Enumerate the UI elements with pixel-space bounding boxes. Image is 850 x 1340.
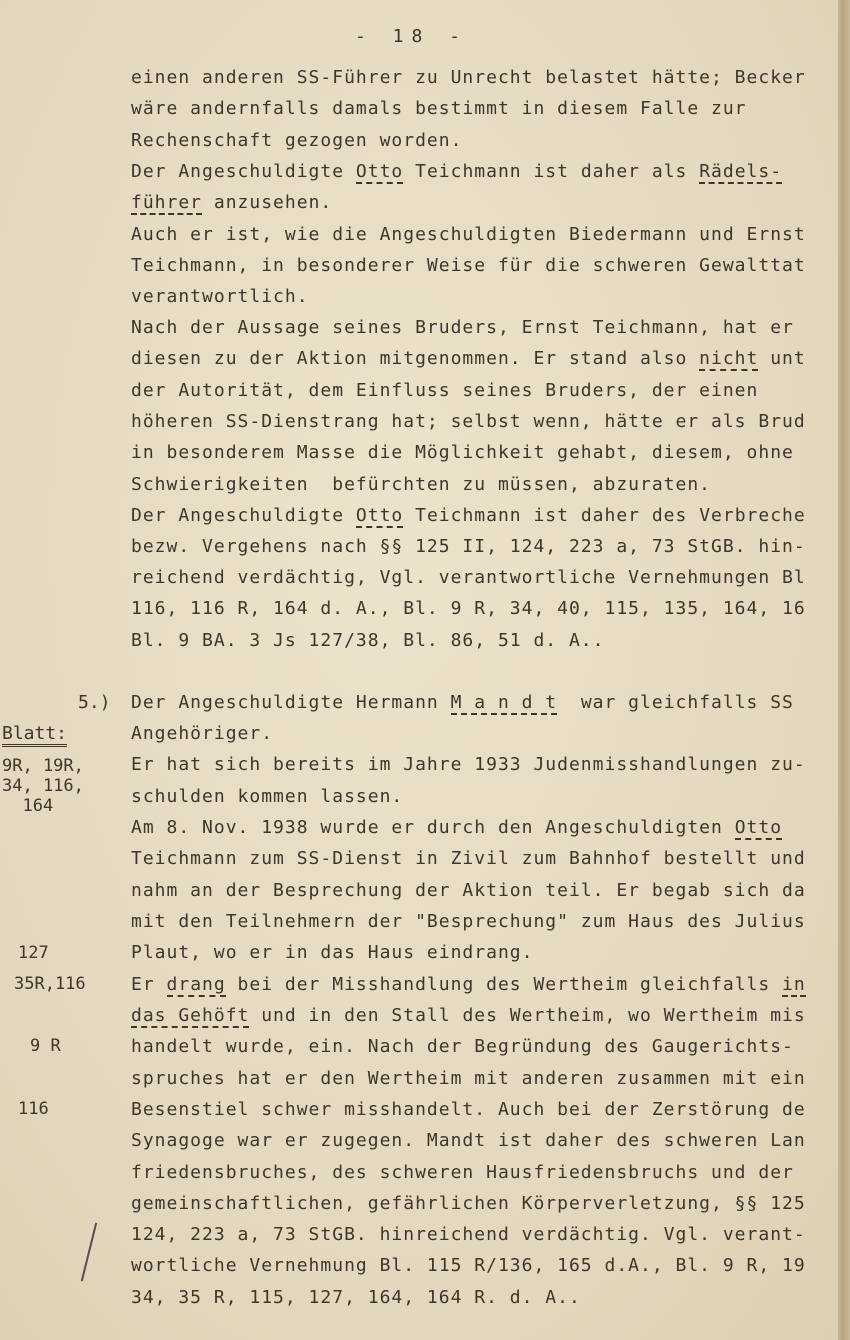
text-line: höheren SS-Dienstrang hat; selbst wenn, hätte er als Brud: [131, 411, 806, 432]
text-line: 34, 35 R, 115, 127, 164, 164 R. d. A..: [131, 1287, 581, 1308]
text-line: schulden kommen lassen.: [131, 786, 404, 807]
margin-ref: 9 R: [30, 1036, 61, 1056]
text-line: gemeinschaftlichen, gefährlichen Körperverletzung, §§ 125: [131, 1193, 806, 1214]
underlined-name: Otto: [734, 817, 783, 838]
text-line: verantwortlich.: [131, 286, 309, 307]
pen-mark: [81, 1223, 97, 1282]
text-line: Nach der Aussage seines Bruders, Ernst Teichmann, hat er: [131, 317, 794, 338]
underlined-term: das Gehöft: [131, 1005, 250, 1026]
text-line: in besonderem Masse die Möglichkeit gehabt, diesem, ohne: [131, 442, 794, 463]
underlined-word: drang: [166, 974, 226, 995]
underlined-name: Otto: [355, 161, 404, 182]
text-line: das Gehöft und in den Stall des Wertheim, wo Wertheim mis: [131, 1005, 806, 1026]
text-line: wortliche Vernehmung Bl. 115 R/136, 165 d.A., Bl. 9 R, 19: [131, 1255, 806, 1276]
margin-ref: 9R, 19R, 34, 116, 164: [2, 756, 84, 816]
text-line: Rechenschaft gezogen worden.: [131, 130, 463, 151]
text-line: führer anzusehen.: [131, 192, 333, 213]
text-line: Schwierigkeiten befürchten zu müssen, abzuraten.: [131, 474, 712, 495]
underlined-name: Otto: [355, 505, 404, 526]
text-line: Synagoge war er zugegen. Mandt ist daher des schweren Lan: [131, 1130, 806, 1151]
underlined-word: in: [782, 974, 806, 995]
text-line: bezw. Vergehens nach §§ 125 II, 124, 223 a, 73 StGB. hin-: [131, 536, 806, 557]
text-line: spruches hat er den Wertheim mit anderen zusammen mit ein: [131, 1068, 806, 1089]
margin-ref: 35R,116: [14, 974, 86, 994]
text-line: Angehöriger.: [131, 723, 274, 744]
text-line: Der Angeschuldigte Otto Teichmann ist daher des Verbreche: [131, 505, 806, 526]
text-line: diesen zu der Aktion mitgenommen. Er stand also nicht unt: [131, 348, 806, 369]
text-line: reichend verdächtig, Vgl. verantwortliche Vernehmungen Bl: [131, 567, 806, 588]
underlined-term: führer: [131, 192, 203, 213]
text-line: 124, 223 a, 73 StGB. hinreichend verdächtig. Vgl. verant-: [131, 1224, 806, 1245]
text-line: 116, 116 R, 164 d. A., Bl. 9 R, 34, 40, 115, 135, 164, 16: [131, 598, 806, 619]
text-line: nahm an der Besprechung der Aktion teil. Er begab sich da: [131, 880, 806, 901]
text-line: Besenstiel schwer misshandelt. Auch bei der Zerstörung de: [131, 1099, 806, 1120]
margin-ref: 127: [18, 943, 49, 963]
text-line: der Autorität, dem Einfluss seines Bruders, der einen: [131, 380, 759, 401]
text-line: Der Angeschuldigte Otto Teichmann ist daher als Rädels-: [131, 161, 783, 182]
text-line: handelt wurde, ein. Nach der Begründung des Gaugerichts-: [131, 1036, 794, 1057]
section-number: 5.): [78, 692, 111, 713]
text-line: Am 8. Nov. 1938 wurde er durch den Angeschuldigten Otto: [131, 817, 783, 838]
text-line: Bl. 9 BA. 3 Js 127/38, Bl. 86, 51 d. A..: [131, 630, 605, 651]
page-edge: [838, 0, 850, 1340]
text-line: mit den Teilnehmern der "Besprechung" zum Haus des Julius: [131, 911, 806, 932]
text-line: Auch er ist, wie die Angeschuldigten Biedermann und Ernst: [131, 224, 806, 245]
text-line: friedensbruches, des schweren Hausfriedensbruchs und der: [131, 1162, 794, 1183]
margin-header: Blatt:: [2, 724, 67, 747]
text-line: Der Angeschuldigte Hermann M a n d t war gleichfalls SS: [131, 692, 794, 713]
underlined-term: Rädels-: [699, 161, 783, 182]
text-line: Er drang bei der Misshandlung des Wertheim gleichfalls in: [131, 974, 806, 995]
margin-ref: 116: [18, 1099, 49, 1119]
text-line: wäre andernfalls damals bestimmt in diesem Falle zur: [131, 98, 747, 119]
underlined-word: nicht: [699, 348, 759, 369]
text-line: Plaut, wo er in das Haus eindrang.: [131, 942, 534, 963]
text-line: Er hat sich bereits im Jahre 1933 Judenmisshandlungen zu-: [131, 754, 806, 775]
page-number: - 18 -: [355, 26, 469, 47]
text-line: einen anderen SS-Führer zu Unrecht belastet hätte; Becker: [131, 67, 806, 88]
text-line: Teichmann zum SS-Dienst in Zivil zum Bahnhof bestellt und: [131, 848, 806, 869]
text-line: Teichmann, in besonderer Weise für die schweren Gewalttat: [131, 255, 806, 276]
underlined-name: M a n d t: [450, 692, 558, 713]
